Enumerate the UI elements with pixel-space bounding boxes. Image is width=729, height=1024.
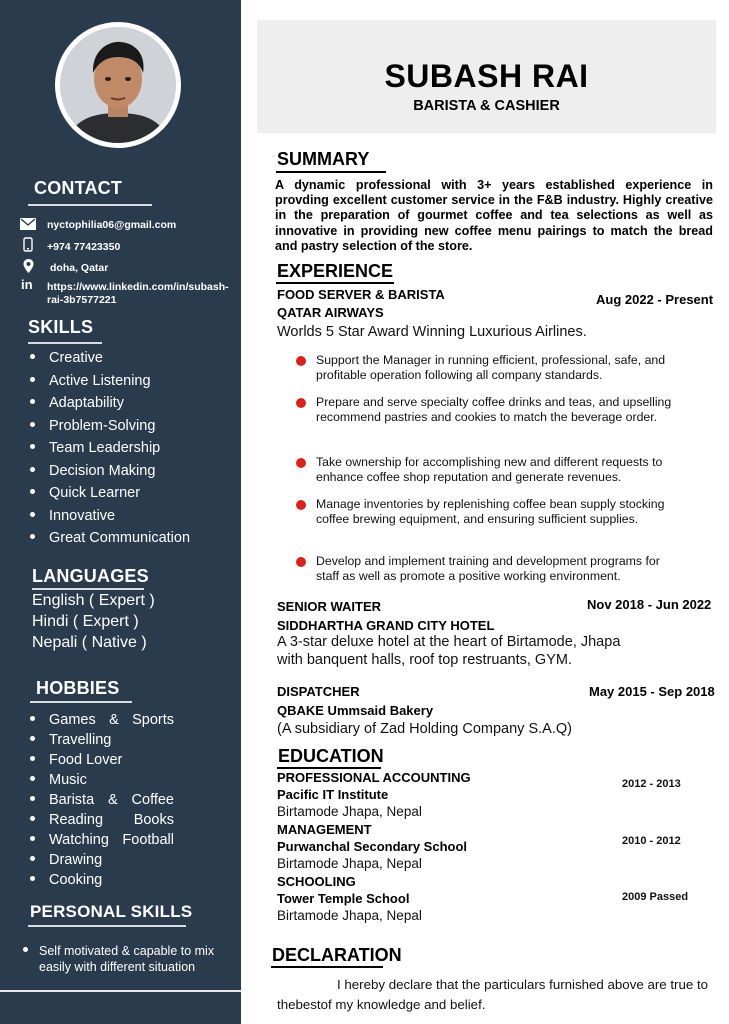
skill-item: Adaptability	[30, 395, 124, 411]
job3-position: DISPATCHER	[277, 684, 360, 699]
edu2-place: Birtamode Jhapa, Nepal	[277, 856, 422, 871]
bullet-dot	[296, 356, 306, 366]
personal-skill-bullet	[23, 947, 28, 952]
edu1-years: 2012 - 2013	[622, 778, 681, 790]
language-item: Hindi ( Expert )	[32, 613, 139, 630]
edu2-years: 2010 - 2012	[622, 835, 681, 847]
skill-item: Problem-Solving	[30, 418, 155, 434]
job1-bullet: Support the Manager in running efficient, professional, safe, and profitable operation following all company standards.	[316, 353, 666, 382]
hobby-item: Drawing	[30, 852, 190, 868]
job2-company: SIDDHARTHA GRAND CITY HOTEL	[277, 618, 495, 633]
job2-dates: Nov 2018 - Jun 2022	[587, 597, 712, 612]
profile-photo	[60, 27, 176, 143]
hobbies-rule	[30, 701, 132, 703]
candidate-name: SUBASH RAI	[384, 58, 589, 94]
skill-item: Great Communication	[30, 530, 190, 546]
declaration-title: DECLARATION	[272, 945, 402, 965]
skill-item: Innovative	[30, 508, 115, 524]
summary-rule	[276, 171, 386, 173]
skills-rule	[28, 342, 102, 344]
education-title: EDUCATION	[278, 746, 384, 766]
sidebar-footer-rule	[0, 990, 241, 992]
bullet-dot	[296, 458, 306, 468]
job3-company: QBAKE Ummsaid Bakery	[277, 703, 434, 718]
job1-bullet: Take ownership for accomplishing new and different requests to enhance coffee shop reputation and generate revenues.	[316, 455, 663, 484]
summary-text: A dynamic professional with 3+ years established experience in provding excellent customer service in the F&B industry. Highly creative in the preparation of gourmet coffee and tea selections as well as innovative in providing new coffee menu pairings to match the bread and pastry selection of the store.	[275, 178, 713, 253]
job1-position: FOOD SERVER & BARISTA	[277, 287, 445, 302]
hobbies-title: HOBBIES	[36, 678, 120, 698]
hobby-item: Watching Football	[30, 832, 190, 848]
job1-bullet: Prepare and serve specialty coffee drinks and teas, and upselling recommend pastries and cookies to match the beverage order.	[316, 395, 672, 424]
experience-title: EXPERIENCE	[277, 261, 394, 281]
bullet-dot	[296, 500, 306, 510]
edu3-years: 2009 Passed	[622, 891, 689, 903]
edu3-school: Tower Temple School	[277, 891, 410, 906]
hobby-item: Cooking	[30, 872, 190, 888]
edu2-degree: MANAGEMENT	[277, 822, 372, 837]
personal-skills-rule	[28, 925, 186, 927]
skill-item: Creative	[30, 350, 103, 366]
hobby-item: Music	[30, 772, 190, 788]
edu3-degree: SCHOOLING	[277, 874, 356, 889]
hobby-item: Barista & Coffee	[30, 792, 190, 808]
email-text[interactable]: nyctophilia06@gmail.com	[47, 219, 177, 231]
email-icon	[20, 217, 36, 233]
skill-item: Quick Learner	[30, 485, 140, 501]
experience-rule	[276, 282, 394, 284]
language-item: Nepali ( Native )	[32, 634, 147, 651]
skill-item: Decision Making	[30, 463, 155, 479]
contact-title: CONTACT	[34, 178, 123, 198]
job2-position: SENIOR WAITER	[277, 599, 382, 614]
location-pin-icon	[23, 259, 39, 275]
location-text: doha, Qatar	[50, 262, 109, 274]
job3-description: (A subsidiary of Zad Holding Company S.A.Q)	[277, 721, 572, 737]
personal-skills-title: PERSONAL SKILLS	[30, 902, 193, 921]
declaration-line-1: I hereby declare that the particulars furnished above are true to	[337, 977, 709, 992]
job1-bullet: Manage inventories by replenishing coffee bean supply stocking coffee brewing equipment, and ensuring sufficient supplies.	[316, 497, 665, 526]
edu1-place: Birtamode Jhapa, Nepal	[277, 804, 422, 819]
job1-company: QATAR AIRWAYS	[277, 305, 384, 320]
linkedin-text-2[interactable]: rai-3b7577221	[47, 294, 117, 306]
hobby-item: Food Lover	[30, 752, 190, 768]
contact-rule	[28, 204, 152, 206]
job2-description-1: A 3-star deluxe hotel at the heart of Birtamode, Jhapa	[277, 634, 621, 650]
edu1-degree: PROFESSIONAL ACCOUNTING	[277, 770, 471, 785]
candidate-role: BARISTA & CASHIER	[413, 98, 560, 114]
personal-skill-line-1: Self motivated & capable to mix	[39, 944, 215, 958]
skill-item: Team Leadership	[30, 440, 160, 456]
languages-title: LANGUAGES	[32, 566, 149, 586]
bullet-dot	[296, 557, 306, 567]
summary-title: SUMMARY	[277, 149, 370, 169]
personal-skill-line-2: easily with different situation	[39, 960, 196, 974]
bullet-dot	[296, 398, 306, 408]
hobby-item: Games & Sports	[30, 712, 190, 728]
job3-dates: May 2015 - Sep 2018	[589, 684, 715, 699]
hobby-item: Reading Books	[30, 812, 190, 828]
job1-dates: Aug 2022 - Present	[596, 292, 714, 307]
skill-item: Active Listening	[30, 373, 151, 389]
declaration-rule	[271, 966, 383, 968]
linkedin-icon: in	[21, 277, 33, 292]
job2-description-2: with banquent halls, roof top restruants, GYM.	[277, 652, 572, 668]
edu3-place: Birtamode Jhapa, Nepal	[277, 908, 422, 923]
phone-text[interactable]: +974 77423350	[47, 241, 121, 253]
declaration-line-2: thebestof my knowledge and belief.	[277, 997, 486, 1012]
job1-bullet: Develop and implement training and development programs for staff as well as promote a positive working environment.	[316, 554, 660, 583]
edu1-school: Pacific IT Institute	[277, 787, 389, 802]
language-item: English ( Expert )	[32, 592, 155, 609]
edu2-school: Purwanchal Secondary School	[277, 839, 467, 854]
phone-icon	[23, 237, 39, 253]
hobby-item: Travelling	[30, 732, 190, 748]
job1-description: Worlds 5 Star Award Winning Luxurious Airlines.	[277, 324, 587, 340]
languages-rule	[32, 588, 144, 590]
linkedin-text-1[interactable]: https://www.linkedin.com/in/subash-	[47, 281, 229, 293]
education-rule	[277, 767, 381, 769]
sidebar	[0, 0, 241, 1024]
skills-title: SKILLS	[28, 317, 94, 337]
